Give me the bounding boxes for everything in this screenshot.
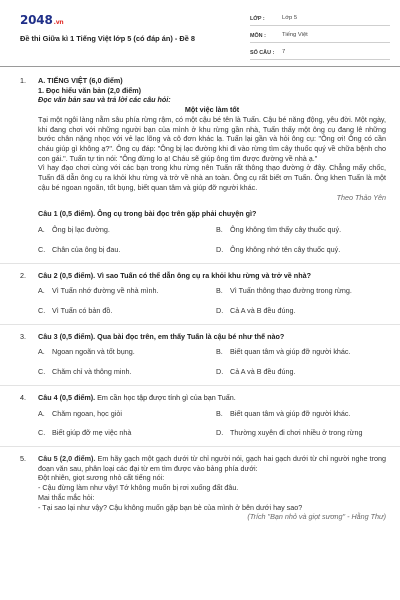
option-d[interactable] xyxy=(216,367,386,377)
info-value: 7 xyxy=(282,49,286,56)
question-5 xyxy=(38,454,386,473)
option-letter: C. xyxy=(38,367,46,377)
option-text: Biết quan tâm và giúp đỡ người khác. xyxy=(230,347,351,357)
option-letter: B. xyxy=(216,347,223,357)
passage-line: - Cậu đừng làm như vậy! Tớ không muốn bị rơi xuống đất đâu. xyxy=(38,483,239,493)
option-c[interactable] xyxy=(38,428,208,438)
option-letter: C. xyxy=(38,244,46,254)
info-label: MÔN : xyxy=(250,32,266,39)
option-text: Chân của ông bị đau. xyxy=(52,244,121,254)
subsection-heading: 1. Đọc hiểu văn bản (2,0 điểm) xyxy=(38,85,142,95)
item-number: 3. xyxy=(20,331,26,341)
info-row-count xyxy=(250,46,390,60)
option-b[interactable] xyxy=(216,286,386,296)
info-value: Tiếng Việt xyxy=(282,32,308,39)
option-d[interactable] xyxy=(216,306,386,316)
question-label: Câu 5 (2,0 điểm). xyxy=(38,453,96,463)
options-q2 xyxy=(38,286,386,315)
question-block-2 xyxy=(0,271,400,316)
question-label: Câu 1 (0,5 điểm). Ông cụ trong bài đọc trên gặp phải chuyện gì? xyxy=(38,209,257,219)
option-text: Biết quan tâm và giúp đỡ người khác. xyxy=(230,408,351,418)
option-letter: A. xyxy=(38,347,45,357)
document-title: Đề thi Giữa kì 1 Tiếng Việt lớp 5 (có đáp án) - Đề 8 xyxy=(20,34,196,43)
passage-line: - Tại sao lại như vậy? Cậu không muốn gặp bạn bè của mình ở bên dưới hay sao? xyxy=(38,502,303,512)
question-block-4 xyxy=(0,393,400,438)
question-divider xyxy=(0,385,400,386)
options-q4 xyxy=(38,409,386,438)
option-letter: D. xyxy=(216,367,224,377)
option-a[interactable] xyxy=(38,409,208,419)
option-text: Ông không nhớ tên cây thuốc quý. xyxy=(230,244,341,254)
options-q3 xyxy=(38,347,386,376)
question-2 xyxy=(38,271,386,281)
item-number: 2. xyxy=(20,270,26,280)
option-letter: B. xyxy=(216,286,223,296)
header-divider xyxy=(0,66,400,67)
item-number: 5. xyxy=(20,453,26,463)
option-letter: A. xyxy=(38,225,45,235)
option-letter: D. xyxy=(216,244,224,254)
question-label: Câu 4 (0,5 điểm). xyxy=(38,392,96,402)
question-text: Em hãy gạch một gạch dưới từ chỉ người nói, gạch hai gạch dưới từ chỉ người nghe trong đoạn văn sau, phân loại các đại từ em tìm được vào bảng phía dưới: xyxy=(38,453,386,473)
question-3 xyxy=(38,332,386,342)
section-a xyxy=(0,76,400,255)
question-divider xyxy=(0,263,400,264)
option-b[interactable] xyxy=(216,225,386,235)
instruction: Đọc văn bản sau và trả lời các câu hỏi: xyxy=(38,95,171,105)
option-letter: C. xyxy=(38,428,46,438)
option-text: Vì Tuấn có bản đồ. xyxy=(52,305,113,315)
story-paragraph: Tại một ngôi làng nằm sâu phía rừng rậm, có một cậu bé tên là Tuấn. Cậu bé năng động, yêu đời. Một ngày, khi đang chơi với những người bạn của mình ở khu rừng gần nhà, Tuấn thấy một ông cụ đang lê những bước chân nặng nhọc với vẻ lạc lõng và cô đơn khác lạ. Tuấn lại gần và hỏi ông cụ: "Ông ơi! Ông có cần cháu giúp gì không ạ?". Ông cụ đáp: "Ông bị lạc đường khi đi vào rừng tìm cây thuốc quý về chữa bệnh cho con gái.". Tuấn tự tin nói: "Ông đừng lo ạ! Cháu sẽ giúp ông tìm được đường về nhà ạ." xyxy=(38,114,386,163)
question-4 xyxy=(38,393,386,403)
option-text: Chăm ngoan, học giỏi xyxy=(52,408,122,418)
option-text: Ông bị lạc đường. xyxy=(52,225,110,235)
page-header xyxy=(0,0,400,66)
option-d[interactable] xyxy=(216,428,386,438)
logo-text: 2048 xyxy=(20,13,53,27)
site-logo[interactable] xyxy=(20,12,63,28)
option-c[interactable] xyxy=(38,306,208,316)
question-divider xyxy=(0,446,400,447)
logo-suffix: .vn xyxy=(53,19,64,26)
item-number: 1. xyxy=(20,76,26,85)
attribution: Theo Thảo Yên xyxy=(336,192,386,202)
option-letter: D. xyxy=(216,305,224,315)
option-text: Ông không tìm thấy cây thuốc quý. xyxy=(230,225,342,235)
question-label: Câu 2 (0,5 điểm). Vì sao Tuấn có thể dẫn ông cụ ra khỏi khu rừng và trở về nhà? xyxy=(38,270,311,280)
option-c[interactable] xyxy=(38,367,208,377)
passage-source: (Trích "Bạn nhỏ và giọt sương" - Hằng Thư) xyxy=(247,512,386,522)
story-title: Một việc làm tốt xyxy=(184,105,240,115)
info-panel xyxy=(250,12,390,63)
option-letter: B. xyxy=(216,225,223,235)
item-number: 4. xyxy=(20,392,26,402)
option-letter: C. xyxy=(38,305,46,315)
option-text: Vì Tuấn nhớ đường về nhà mình. xyxy=(52,286,159,296)
info-label: LỚP : xyxy=(250,15,265,22)
option-text: Vì Tuấn thông thạo đường trong rừng. xyxy=(230,286,352,296)
option-letter: A. xyxy=(38,408,45,418)
option-b[interactable] xyxy=(216,409,386,419)
section-heading: A. TIẾNG VIỆT (6,0 điểm) xyxy=(38,76,123,85)
option-letter: B. xyxy=(216,408,223,418)
question-label: Câu 3 (0,5 điểm). Qua bài đọc trên, em thấy Tuấn là cậu bé như thế nào? xyxy=(38,331,285,341)
option-a[interactable] xyxy=(38,225,208,235)
option-b[interactable] xyxy=(216,347,386,357)
info-value: Lớp 5 xyxy=(282,15,298,22)
option-text: Biết giúp đỡ mẹ việc nhà xyxy=(52,428,132,438)
option-text: Cả A và B đều đúng. xyxy=(230,305,296,315)
option-text: Thường xuyên đi chơi nhiều ở trong rừng xyxy=(230,428,363,438)
info-label: SỐ CÂU : xyxy=(250,49,275,56)
options-q1 xyxy=(38,225,386,254)
option-a[interactable] xyxy=(38,347,208,357)
question-divider xyxy=(0,324,400,325)
option-letter: D. xyxy=(216,428,224,438)
option-c[interactable] xyxy=(38,245,208,255)
info-row-subject xyxy=(250,29,390,43)
option-d[interactable] xyxy=(216,245,386,255)
story-paragraph: Vì hay đạo chơi cùng với các bạn trong khu rừng nên Tuấn rất thông thạo đường ở đây. Chẳng mấy chốc, Tuấn đã dẫn ông cụ ra khỏi khu rừng và trở về nhà an toàn. Ông cụ rất biết ơn Tuấn. Ông khen Tuấn là một cậu bé ngoan ngoãn, tốt bụng, biết quan tâm và giúp đỡ người khác. xyxy=(38,163,386,192)
question-1 xyxy=(38,209,386,219)
passage-line: Mai thắc mắc hỏi: xyxy=(38,492,95,502)
option-text: Ngoan ngoãn và tốt bụng. xyxy=(52,347,135,357)
question-block-3 xyxy=(0,332,400,377)
info-row-class xyxy=(250,12,390,26)
option-text: Chăm chỉ và thông minh. xyxy=(52,367,132,377)
option-text: Cả A và B đều đúng. xyxy=(230,367,296,377)
passage-line: Đột nhiên, giọt sương nhỏ cất tiếng nói: xyxy=(38,473,165,483)
option-a[interactable] xyxy=(38,286,208,296)
option-letter: A. xyxy=(38,286,45,296)
question-text: Em cần học tập được tính gì của bạn Tuấn. xyxy=(95,392,236,402)
question-block-5 xyxy=(0,454,400,522)
document-body xyxy=(0,76,400,522)
